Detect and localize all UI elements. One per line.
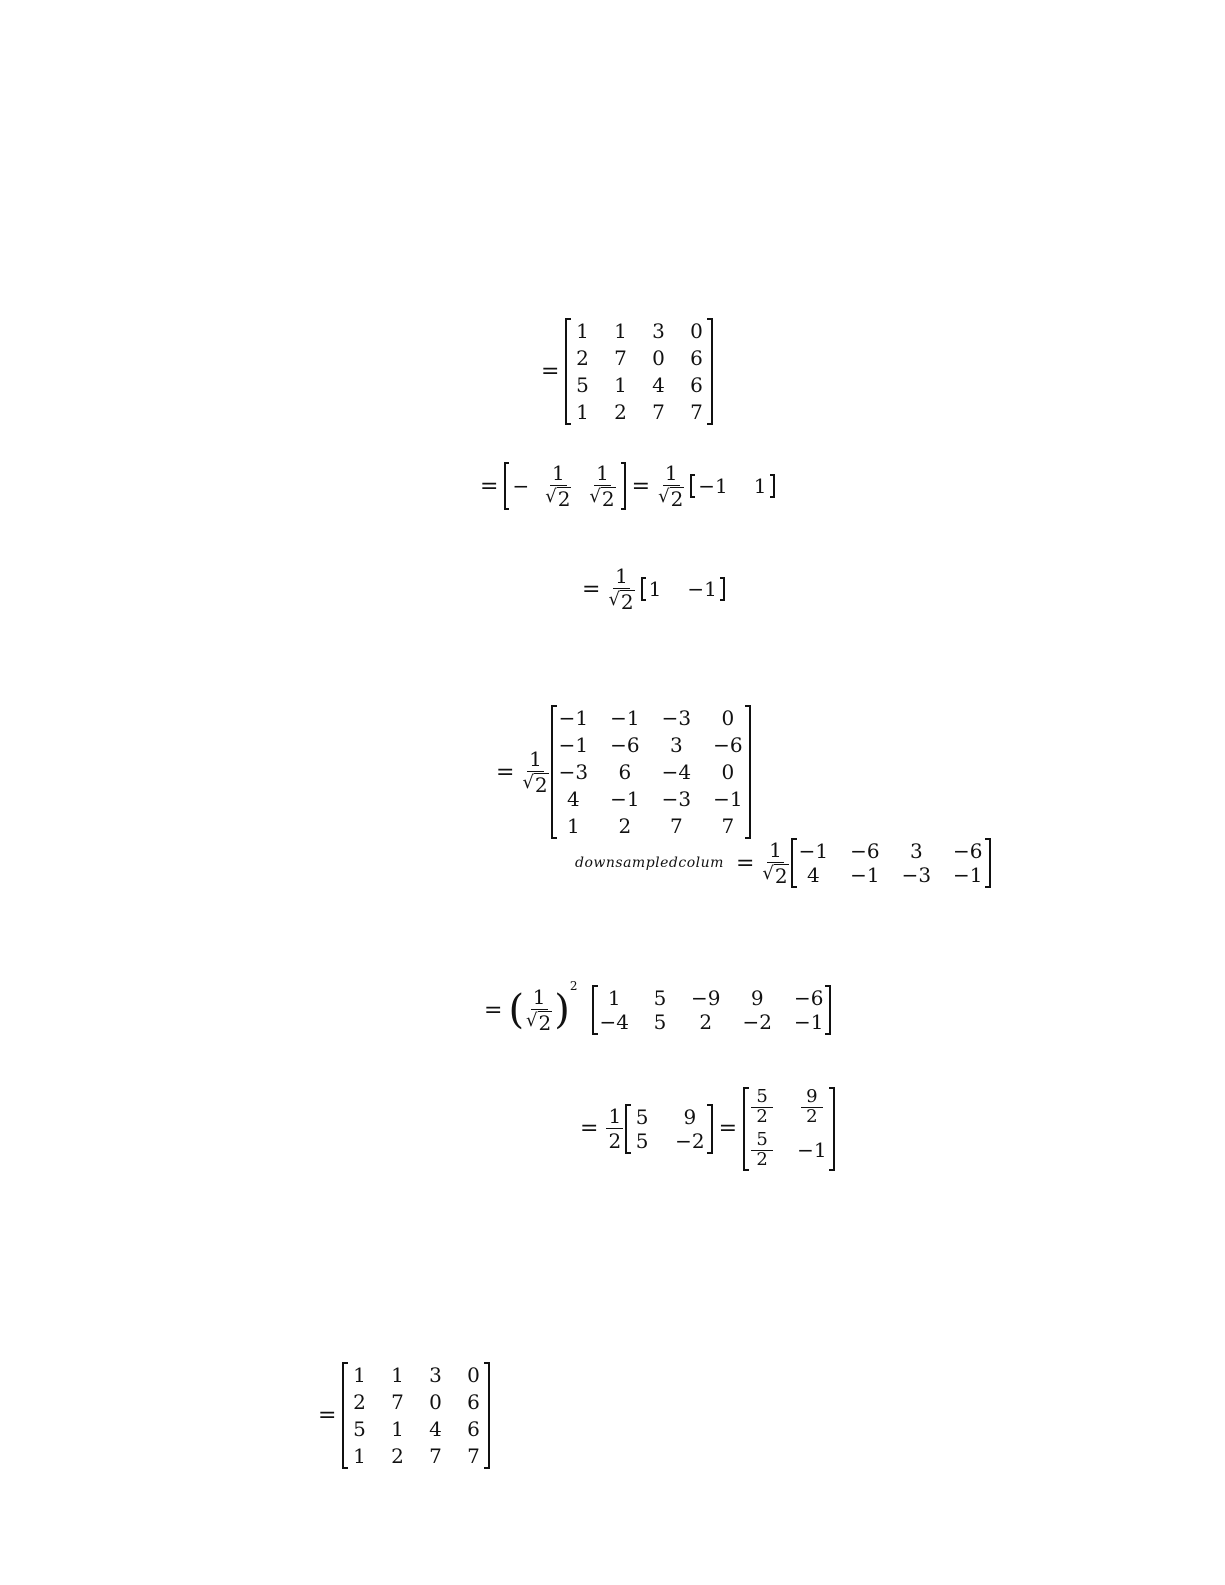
fraction-1-over-2: $\frac{1}{2}$: [608, 1104, 622, 1154]
equals-sign: =: [718, 1116, 738, 1142]
matrix-cell: −1: [558, 706, 589, 730]
minus-sign: −: [512, 474, 530, 498]
equation-row-vector-1: [474, 462, 775, 510]
matrix-cell: −2: [742, 1010, 772, 1034]
equals-sign: =: [631, 473, 651, 499]
matrix-f: 5 2 9 2 5 2 −1: [743, 1087, 834, 1171]
matrix-cell: 2: [391, 1444, 404, 1468]
equation-matrix-a: [535, 318, 713, 425]
fraction-1-over-sqrt2: 1 √ 2: [658, 461, 684, 511]
matrix-cell: 6: [690, 373, 703, 397]
matrix-cell: 1: [567, 814, 580, 838]
matrix-cell: 7: [670, 814, 683, 838]
matrix-cell: −1: [798, 839, 829, 863]
matrix-cell: 7: [429, 1444, 442, 1468]
matrix-cell: 7: [467, 1444, 480, 1468]
matrix-cell: 5: [576, 373, 589, 397]
equation-matrix-g: [312, 1362, 490, 1469]
matrix-cell: −1: [610, 787, 640, 811]
matrix-d: [592, 985, 832, 1035]
matrix-cell: 4: [567, 787, 580, 811]
page-footer-cut: [0, 1565, 1225, 1585]
matrix-cell: 7: [391, 1390, 404, 1414]
matrix-c: [791, 838, 991, 888]
equation-squared-factor: = ( 1 √ 2 ) 2 1 5 −9 9 −6 −4 5 2 −2 −1: [478, 985, 831, 1035]
row-vector-1-minus1: 1 −1: [641, 577, 725, 601]
matrix-cell: 1: [614, 373, 627, 397]
matrix-cell: 2: [699, 1010, 713, 1034]
matrix-cell: 7: [721, 814, 735, 838]
matrix-cell: 0: [721, 760, 735, 784]
equals-sign: =: [318, 1403, 337, 1428]
matrix-cell: −1: [558, 733, 589, 757]
matrix-cell: 4: [429, 1417, 442, 1441]
matrix-cell: 1: [607, 986, 621, 1010]
matrix-cell: 3: [652, 319, 665, 343]
matrix-cell: −1: [793, 1010, 824, 1034]
matrix-cell: 1: [353, 1363, 366, 1387]
matrix-cell: 5: [635, 1128, 649, 1153]
matrix-cell: 9: [750, 986, 764, 1010]
matrix-cell: 0: [467, 1363, 480, 1387]
matrix-cell: 7: [614, 346, 627, 370]
matrix-cell: −9: [691, 986, 721, 1010]
matrix-cell: 1: [391, 1417, 404, 1441]
equals-sign: =: [580, 1116, 599, 1142]
matrix-cell: 0: [652, 346, 665, 370]
equals-sign: =: [541, 359, 560, 384]
matrix-e: [625, 1104, 712, 1154]
matrix-cell: −1: [713, 787, 743, 811]
equation-row-vector-2: [576, 565, 725, 613]
fraction-1-over-sqrt2: 1 √ 2: [526, 985, 552, 1035]
matrix-cell: −4: [661, 760, 692, 784]
matrix-cell: 1: [391, 1363, 404, 1387]
matrix-cell: −4: [599, 1010, 629, 1034]
matrix-cell: 5: [653, 1010, 667, 1034]
matrix-cell: −2: [675, 1128, 705, 1153]
matrix-cell: −3: [661, 787, 692, 811]
matrix-cell: 3: [909, 839, 923, 863]
row-vector-minus1-1: −1 1: [690, 474, 774, 498]
equals-sign: =: [735, 850, 755, 876]
matrix-cell: −3: [661, 706, 692, 730]
matrix-cell: 6: [467, 1417, 480, 1441]
matrix-cell: 3: [670, 733, 683, 757]
matrix-cell: 6: [690, 346, 703, 370]
equals-sign: =: [484, 997, 503, 1023]
exponent: 2: [569, 979, 578, 993]
matrix-cell: 5: [653, 986, 667, 1010]
matrix-cell: 5: [353, 1417, 366, 1441]
matrix-cell: 2: [576, 346, 589, 370]
equation-half-factor: [574, 1087, 835, 1171]
matrix-cell: −1: [850, 863, 880, 887]
matrix-a: [565, 318, 713, 425]
matrix-cell: −6: [713, 733, 743, 757]
matrix-cell: 3: [429, 1363, 442, 1387]
matrix-cell: 7: [652, 400, 665, 424]
matrix-cell: 0: [721, 706, 735, 730]
equals-sign: =: [496, 759, 515, 785]
matrix-cell: −6: [793, 986, 824, 1010]
matrix-cell: 9: [683, 1104, 697, 1129]
matrix-cell: −3: [901, 863, 932, 887]
matrix-cell: 2: [614, 400, 627, 424]
matrix-cell: −6: [850, 839, 880, 863]
equation-downsampled-column: [575, 838, 991, 888]
matrix-cell: 4: [652, 373, 665, 397]
fraction-1-over-sqrt2: 1 √ 2: [522, 747, 548, 797]
downsampled-label: downsampledcolum: [575, 855, 724, 871]
matrix-cell: −6: [953, 839, 983, 863]
fraction-row-vector: [504, 462, 625, 510]
matrix-cell: 4: [806, 863, 820, 887]
matrix-cell: −1: [953, 863, 983, 887]
matrix-cell: 5: [635, 1104, 649, 1129]
matrix-cell: 0: [690, 319, 703, 343]
matrix-cell: 2: [353, 1390, 366, 1414]
matrix-cell: 1: [576, 319, 589, 343]
matrix-cell: 6: [618, 760, 632, 784]
matrix-cell: 0: [429, 1390, 442, 1414]
matrix-cell: −3: [558, 760, 589, 784]
equation-matrix-b: [490, 705, 751, 839]
matrix-cell: 1: [353, 1444, 366, 1468]
matrix-cell: 2: [618, 814, 632, 838]
matrix-g: [342, 1362, 490, 1469]
matrix-cell: −6: [610, 733, 640, 757]
fraction-1-over-sqrt2: 1 √ 2: [589, 461, 615, 511]
equals-sign: =: [480, 473, 499, 499]
matrix-cell: 1: [576, 400, 589, 424]
matrix-cell: 1: [614, 319, 627, 343]
matrix-cell: 6: [467, 1390, 480, 1414]
fraction-1-over-sqrt2: 1 √ 2: [545, 461, 571, 511]
fraction-1-over-sqrt2: 1 √ 2: [608, 564, 634, 614]
matrix-cell: 7: [690, 400, 703, 424]
matrix-b: [551, 705, 751, 839]
matrix-cell: −1: [610, 706, 640, 730]
equals-sign: =: [582, 576, 601, 602]
fraction-1-over-sqrt2: 1 √ 2: [762, 838, 788, 888]
